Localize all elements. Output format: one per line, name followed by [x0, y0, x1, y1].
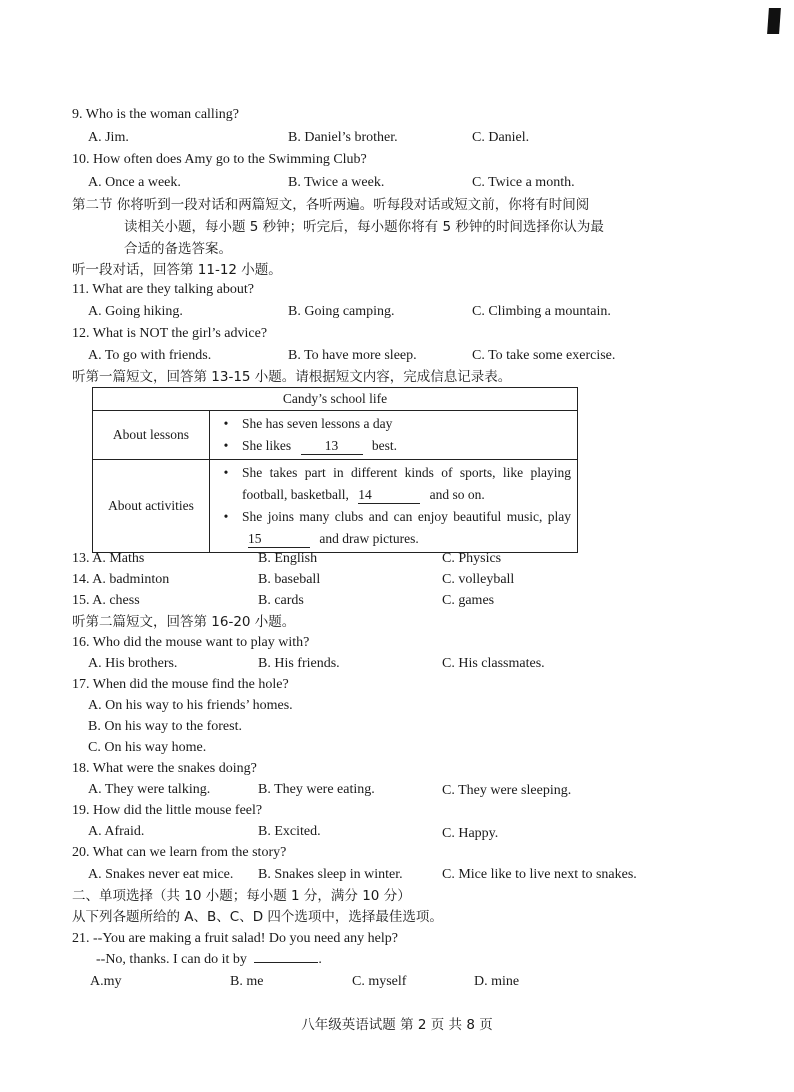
q21-line2-end: . [318, 952, 322, 967]
bullet-icon: • [223, 509, 229, 524]
activities-bullet-1 [242, 462, 571, 506]
q16-option-a: A. His brothers. [88, 656, 178, 671]
q21-option-a: A.my [90, 974, 122, 989]
row-activities-header: About activities [93, 460, 210, 553]
q16-option-b: B. His friends. [258, 656, 340, 671]
part2-heading: 二、单项选择（共 10 小题；每小题 1 分，满分 10 分） [72, 888, 411, 904]
answer-blank-13: 13 [301, 438, 363, 455]
q14-option-a: 14. A. badminton [72, 572, 170, 587]
answer-blank-14: 14 [358, 487, 420, 504]
q21-option-d: D. mine [474, 974, 520, 989]
q15-option-c: C. games [442, 593, 495, 608]
q15-option-b: B. cards [258, 593, 304, 608]
q11-option-a: A. Going hiking. [88, 304, 183, 319]
row-activities-content [210, 460, 578, 553]
q10-option-b: B. Twice a week. [288, 175, 385, 190]
q18-option-c: C. They were sleeping. [442, 783, 572, 798]
q20-option-b: B. Snakes sleep in winter. [258, 867, 403, 882]
info-record-table [92, 387, 578, 553]
dialog-intro: 听一段对话，回答第 11-12 小题。 [72, 262, 282, 278]
q13-option-b: B. English [258, 551, 318, 566]
bullet-icon: • [223, 416, 229, 431]
section2-instruction-line2: 读相关小题，每小题 5 秒钟；听完后，每小题你将有 5 秒钟的时间选择你认为最 [124, 219, 604, 235]
q17-option-a: A. On his way to his friends’ homes. [88, 698, 293, 713]
q18-option-b: B. They were eating. [258, 782, 375, 797]
row-lessons-content [210, 411, 578, 460]
q18-option-a: A. They were talking. [88, 782, 211, 797]
q9-option-c: C. Daniel. [472, 130, 530, 145]
lessons-bullet-2 [242, 435, 571, 457]
q14-option-c: C. volleyball [442, 572, 515, 587]
question-17: 17. When did the mouse find the hole? [72, 677, 289, 692]
q9-option-b: B. Daniel’s brother. [288, 130, 398, 145]
answer-blank-15: 15 [248, 531, 310, 548]
question-21-line2 [96, 951, 322, 969]
question-16: 16. Who did the mouse want to play with? [72, 635, 310, 650]
question-20: 20. What can we learn from the story? [72, 845, 287, 860]
corner-registration-mark [767, 8, 781, 34]
passage1-intro: 听第一篇短文，回答第 13-15 小题。请根据短文内容，完成信息记录表。 [72, 369, 512, 385]
q13-option-a: 13. A. Maths [72, 551, 145, 566]
bullet-icon: • [223, 438, 229, 453]
passage2-intro: 听第二篇短文，回答第 16-20 小题。 [72, 614, 296, 630]
part2-instruction: 从下列各题所给的 A、B、C、D 四个选项中，选择最佳选项。 [72, 909, 443, 925]
activities-bullet-2-post: and draw pictures. [319, 531, 419, 546]
bullet-icon: • [223, 465, 229, 480]
activities-bullet-1-post: and so on. [429, 487, 485, 502]
q19-option-a: A. Afraid. [88, 824, 145, 839]
lessons-bullet-2-pre: She likes [242, 438, 292, 453]
q19-option-b: B. Excited. [258, 824, 321, 839]
list-item [210, 435, 571, 457]
row-lessons-header: About lessons [93, 411, 210, 460]
q21-line2-text: --No, thanks. I can do it by [96, 952, 247, 967]
q21-option-c: C. myself [352, 974, 407, 989]
q19-option-c: C. Happy. [442, 826, 499, 841]
q13-option-c: C. Physics [442, 551, 502, 566]
activities-bullet-2-pre: She joins many clubs and can enjoy beautiful music, play [242, 509, 571, 524]
q10-option-a: A. Once a week. [88, 175, 181, 190]
question-19: 19. How did the little mouse feel? [72, 803, 263, 818]
q21-option-b: B. me [230, 974, 264, 989]
q17-option-b: B. On his way to the forest. [88, 719, 242, 734]
q9-option-a: A. Jim. [88, 130, 129, 145]
q12-option-c: C. To take some exercise. [472, 348, 616, 363]
question-10: 10. How often does Amy go to the Swimming Club? [72, 152, 367, 167]
q15-option-a: 15. A. chess [72, 593, 140, 608]
list-item [210, 413, 571, 435]
q11-option-c: C. Climbing a mountain. [472, 304, 611, 319]
q20-option-a: A. Snakes never eat mice. [88, 867, 234, 882]
table-title: Candy’s school life [93, 388, 578, 411]
q12-option-a: A. To go with friends. [88, 348, 212, 363]
q20-option-c: C. Mice like to live next to snakes. [442, 867, 637, 882]
q16-option-c: C. His classmates. [442, 656, 545, 671]
question-9: 9. Who is the woman calling? [72, 107, 239, 122]
q10-option-c: C. Twice a month. [472, 175, 575, 190]
section2-instruction-line3: 合适的备选答案。 [124, 241, 232, 257]
q14-option-b: B. baseball [258, 572, 321, 587]
lessons-bullet-1: She has seven lessons a day [242, 416, 393, 431]
question-18: 18. What were the snakes doing? [72, 761, 257, 776]
question-11: 11. What are they talking about? [72, 282, 254, 297]
question-21-line1: 21. --You are making a fruit salad! Do you need any help? [72, 931, 398, 946]
list-item [210, 506, 571, 550]
activities-bullet-2 [242, 506, 571, 550]
answer-blank-21 [254, 962, 318, 963]
q17-option-c: C. On his way home. [88, 740, 207, 755]
page-footer: 八年级英语试题 第 2 页 共 8 页 [301, 1017, 493, 1033]
q11-option-b: B. Going camping. [288, 304, 395, 319]
section2-instruction-line1: 第二节 你将听到一段对话和两篇短文，各听两遍。听每段对话或短文前，你将有时间阅 [72, 197, 590, 213]
q12-option-b: B. To have more sleep. [288, 348, 417, 363]
list-item [210, 462, 571, 506]
lessons-bullet-2-post: best. [371, 438, 397, 453]
activities-bullet-1-pre: She takes part in different kinds of sports, like playing football, basketball, [242, 465, 571, 502]
question-12: 12. What is NOT the girl’s advice? [72, 326, 268, 341]
